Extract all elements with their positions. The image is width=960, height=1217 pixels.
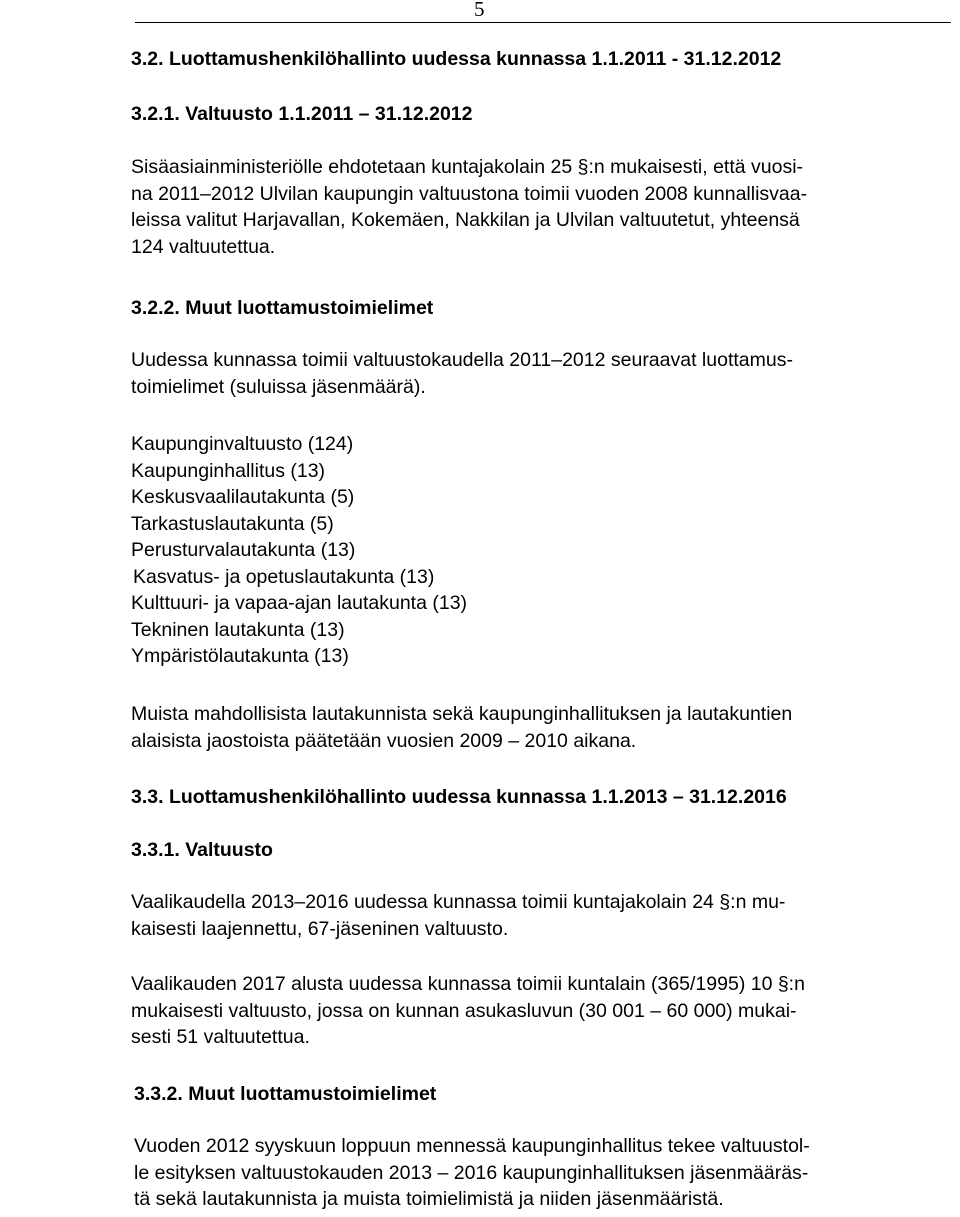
heading-3-3: 3.3. Luottamushenkilöhallinto uudessa kunnassa 1.1.2013 – 31.12.2016 (131, 786, 787, 808)
list-item: Kulttuuri- ja vapaa-ajan lautakunta (13) (131, 592, 468, 614)
list-item: Ympäristölautakunta (13) (131, 645, 349, 667)
text-line: mukaisesti valtuusto, jossa on kunnan asukasluvun (30 001 – 60 000) mukai- (131, 999, 797, 1022)
paragraph-council-2013 (131, 889, 785, 942)
text-line: Vuoden 2012 syyskuun loppuun mennessä kaupunginhallitus tekee valtuustol- (134, 1135, 810, 1157)
paragraph-future-bodies (134, 1133, 810, 1213)
bodies-list (131, 431, 467, 670)
text-line: na 2011–2012 Ulvilan kaupungin valtuustona toimii vuoden 2008 kunnallisvaa- (131, 182, 808, 205)
paragraph-council-2011 (131, 154, 807, 260)
header-rule (135, 22, 951, 23)
text-line: Muista mahdollisista lautakunnista sekä kaupunginhallituksen ja lautakuntien (131, 703, 793, 725)
paragraph-bodies-intro (131, 347, 793, 400)
text-line: tä sekä lautakunnista ja muista toimielimistä ja niiden jäsenmääristä. (134, 1188, 724, 1210)
heading-3-2-1: 3.2.1. Valtuusto 1.1.2011 – 31.12.2012 (131, 103, 473, 125)
text-line: toimielimet (suluissa jäsenmäärä). (131, 375, 426, 398)
text-line: 124 valtuutettua. (131, 235, 276, 258)
text-line: Sisäasiainministeriölle ehdotetaan kuntajakolain 25 §:n mukaisesti, että vuosi- (131, 156, 804, 178)
list-item: Keskusvaalilautakunta (5) (131, 486, 355, 508)
text-line: sesti 51 valtuutettua. (131, 1026, 310, 1048)
text-line: kaisesti laajennettu, 67-jäseninen valtuusto. (131, 917, 509, 940)
list-item: Kasvatus- ja opetuslautakunta (13) (133, 565, 435, 588)
heading-3-3-2: 3.3.2. Muut luottamustoimielimet (134, 1083, 437, 1105)
heading-3-2-2: 3.2.2. Muut luottamustoimielimet (131, 297, 434, 319)
page-number: 5 (474, 0, 485, 21)
heading-3-3-1: 3.3.1. Valtuusto (131, 839, 273, 861)
text-line: Vaalikaudella 2013–2016 uudessa kunnassa toimii kuntajakolain 24 §:n mu- (131, 891, 786, 913)
heading-3-2: 3.2. Luottamushenkilöhallinto uudessa kunnassa 1.1.2011 - 31.12.2012 (131, 48, 782, 70)
text-line: Uudessa kunnassa toimii valtuustokaudella 2011–2012 seuraavat luottamus- (131, 349, 793, 371)
paragraph-other-committees (131, 701, 792, 754)
text-line: alaisista jaostoista päätetään vuosien 2009 – 2010 aikana. (131, 729, 637, 752)
list-item: Kaupunginvaltuusto (124) (131, 433, 354, 455)
paragraph-council-2017 (131, 971, 805, 1051)
list-item: Perusturvalautakunta (13) (131, 539, 356, 561)
list-item: Kaupunginhallitus (13) (131, 459, 326, 482)
text-line: le esityksen valtuustokauden 2013 – 2016 kaupunginhallituksen jäsenmääräs- (134, 1161, 809, 1184)
list-item: Tarkastuslautakunta (5) (131, 512, 334, 535)
text-line: Vaalikauden 2017 alusta uudessa kunnassa toimii kuntalain (365/1995) 10 §:n (131, 973, 805, 995)
text-line: leissa valitut Harjavallan, Kokemäen, Nakkilan ja Ulvilan valtuutetut, yhteensä (131, 209, 800, 231)
list-item: Tekninen lautakunta (13) (131, 618, 345, 641)
